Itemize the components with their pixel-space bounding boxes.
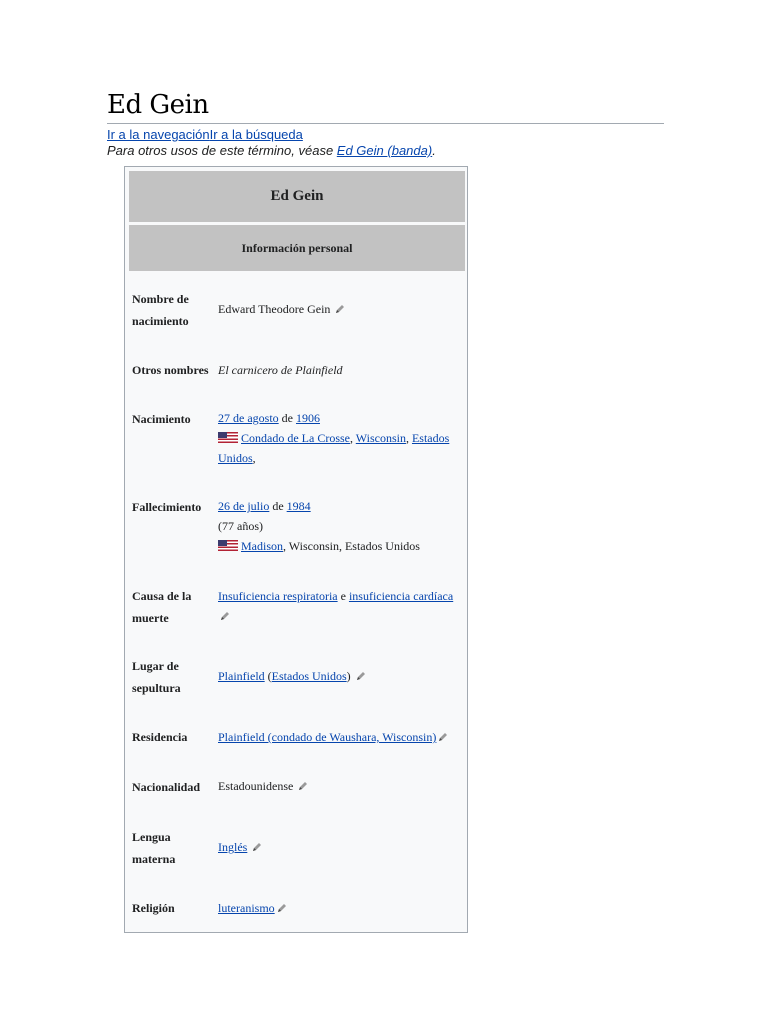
cause-value <box>218 586 458 626</box>
burial-country-link[interactable]: Estados Unidos <box>271 669 347 683</box>
other-names-value: El carnicero de Plainfield <box>218 363 343 377</box>
title-divider <box>107 123 664 124</box>
death-year-link[interactable]: 1984 <box>286 499 311 513</box>
infobox-section-header: Información personal <box>129 225 465 271</box>
row-label: Lengua materna <box>132 830 176 866</box>
residence-link[interactable]: Plainfield (condado de Waushara, Wisconsin) <box>218 730 437 744</box>
pencil-icon[interactable] <box>438 732 448 742</box>
text: de <box>278 411 296 425</box>
us-flag-icon <box>218 540 238 551</box>
row-label: Nacimiento <box>132 412 191 426</box>
text: , Wisconsin, Estados Unidos <box>283 539 420 553</box>
burial-place-link[interactable]: Plainfield <box>218 669 265 683</box>
infobox <box>124 166 468 933</box>
infobox-title: Ed Gein <box>129 171 465 222</box>
row-label: Nombre de nacimiento <box>132 292 189 328</box>
hatnote <box>107 143 436 158</box>
birth-value <box>218 408 458 468</box>
jump-links <box>107 127 303 142</box>
text: , <box>405 431 412 445</box>
residence-value <box>218 727 458 747</box>
hatnote-suffix: . <box>432 143 436 158</box>
row-value <box>218 299 458 319</box>
pencil-icon[interactable] <box>335 304 345 314</box>
nationality-text: Estadounidense <box>218 779 294 793</box>
pencil-icon[interactable] <box>252 842 262 852</box>
burial-value <box>218 666 458 686</box>
text: ) <box>346 669 351 683</box>
row-label: Nacionalidad <box>132 780 201 794</box>
text: ( <box>264 669 272 683</box>
cause-link-2[interactable]: insuficiencia cardíaca <box>348 589 454 603</box>
hatnote-text: Para otros usos de este término, véase <box>107 143 337 158</box>
religion-link[interactable]: luteranismo <box>218 901 275 915</box>
pencil-icon[interactable] <box>220 611 230 621</box>
birth-place-state-link[interactable]: Wisconsin <box>355 431 406 445</box>
row-label: Causa de la muerte <box>132 589 192 625</box>
row-label: Lugar de sepultura <box>132 659 181 695</box>
page-title: Ed Gein <box>107 90 209 120</box>
death-value <box>218 496 458 556</box>
row-label: Otros nombres <box>132 363 209 377</box>
text: de <box>269 499 287 513</box>
pencil-icon[interactable] <box>298 781 308 791</box>
jump-to-search-link[interactable]: Ir a la búsqueda <box>209 127 303 142</box>
cause-link-1[interactable]: Insuficiencia respiratoria <box>218 589 338 603</box>
nationality-value <box>218 776 458 796</box>
death-date-link[interactable]: 26 de julio <box>218 499 270 513</box>
row-label: Religión <box>132 901 175 915</box>
language-link[interactable]: Inglés <box>218 840 248 854</box>
text: , <box>252 451 256 465</box>
birth-place-county-link[interactable]: Condado de La Crosse <box>241 431 350 445</box>
pencil-icon[interactable] <box>277 903 287 913</box>
row-label: Fallecimiento <box>132 500 202 514</box>
birth-date-link[interactable]: 27 de agosto <box>218 411 279 425</box>
language-value <box>218 837 458 857</box>
us-flag-icon <box>218 432 238 443</box>
death-age: (77 años) <box>218 519 263 533</box>
birth-place-country-link[interactable]: Estados Unidos <box>218 431 450 465</box>
text: , <box>349 431 356 445</box>
text: e <box>337 589 349 603</box>
pencil-icon[interactable] <box>356 671 366 681</box>
hatnote-link[interactable]: Ed Gein (banda) <box>336 143 433 158</box>
row-label: Residencia <box>132 730 188 744</box>
birth-name-value: Edward Theodore Gein <box>218 302 331 316</box>
jump-to-navigation-link[interactable]: Ir a la navegación <box>107 127 210 142</box>
death-place-link[interactable]: Madison <box>241 539 283 553</box>
religion-value <box>218 898 458 918</box>
birth-year-link[interactable]: 1906 <box>295 411 320 425</box>
